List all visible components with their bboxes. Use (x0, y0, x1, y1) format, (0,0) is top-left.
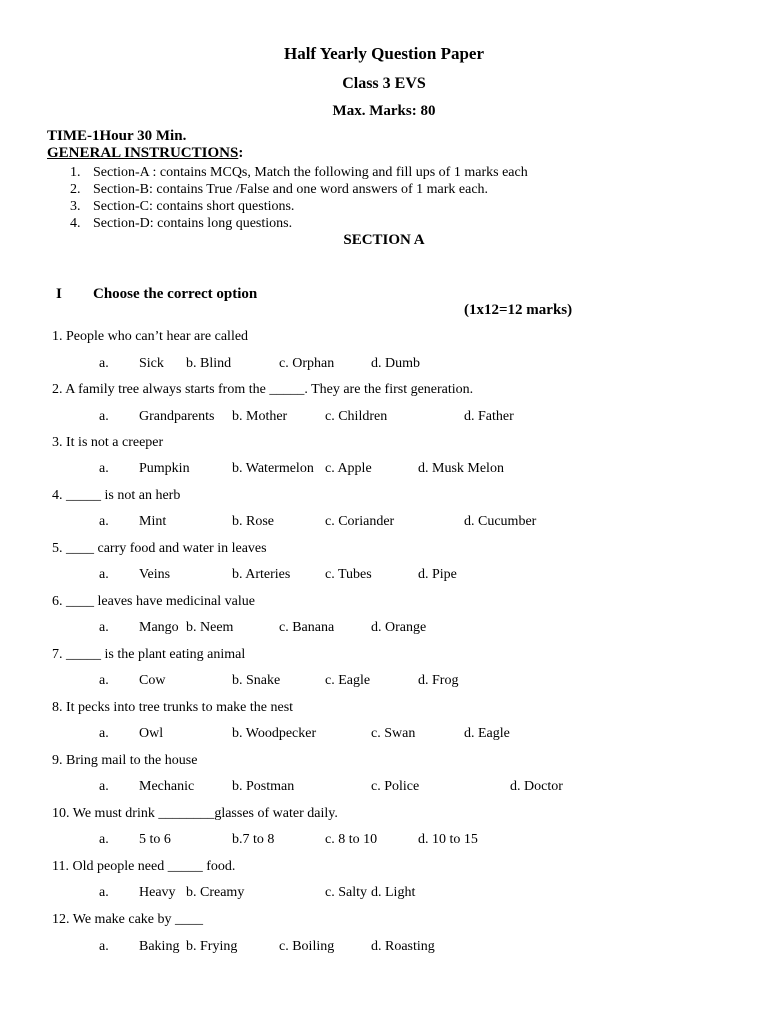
option-b: b. Woodpecker (232, 726, 317, 741)
option-b: b. Creamy (186, 885, 245, 900)
question-text: 11. Old people need _____ food. (52, 859, 236, 874)
class-subject: Class 3 EVS (342, 75, 426, 92)
instruction-item: 2. Section-B: contains True /False and one word answers of 1 mark each. (70, 182, 489, 197)
option-c: c. Children (325, 409, 388, 424)
option-b: b. Blind (186, 356, 232, 371)
instruction-item: 4. Section-D: contains long questions. (70, 216, 293, 231)
max-marks: Max. Marks: 80 (332, 103, 436, 119)
option-marker: a. (99, 885, 109, 900)
option-a: Sick (139, 356, 164, 371)
option-c: c. Boiling (279, 939, 335, 954)
question-text: 9. Bring mail to the house (52, 753, 198, 768)
option-b: b. Arteries (232, 567, 291, 582)
option-c: c. Orphan (279, 356, 335, 371)
option-c: c. Tubes (325, 567, 372, 582)
option-marker: a. (99, 461, 109, 476)
option-c: c. Swan (371, 726, 416, 741)
option-d: d. Pipe (418, 567, 457, 582)
option-b: b. Postman (232, 779, 295, 794)
option-a: Mint (139, 514, 167, 529)
question-text: 12. We make cake by ____ (52, 912, 204, 927)
option-a: 5 to 6 (139, 832, 171, 847)
option-d: d. Musk Melon (418, 461, 504, 476)
option-d: d. Frog (418, 673, 459, 688)
part-number: I (56, 286, 62, 302)
option-a: Grandparents (139, 409, 215, 424)
option-c: c. Salty (325, 885, 367, 900)
option-b: b. Mother (232, 409, 288, 424)
option-d: d. Doctor (510, 779, 563, 794)
question-text: 7. _____ is the plant eating animal (52, 647, 246, 662)
part-marks: (1x12=12 marks) (464, 302, 573, 318)
option-d: d. Cucumber (464, 514, 537, 529)
paper-title: Half Yearly Question Paper (283, 44, 485, 63)
option-c: c. Banana (279, 620, 335, 635)
option-marker: a. (99, 567, 109, 582)
option-a: Mechanic (139, 779, 195, 794)
time-allowed: TIME-1Hour 30 Min. (47, 128, 187, 144)
option-b: b. Watermelon (232, 461, 314, 476)
option-d: d. Father (464, 409, 514, 424)
question-text: 10. We must drink ________glasses of water daily. (52, 806, 338, 821)
part-title: Choose the correct option (93, 286, 258, 302)
option-a: Heavy (139, 885, 176, 900)
question-text: 1. People who can’t hear are called (52, 329, 249, 344)
instructions-heading: GENERAL INSTRUCTIONS: (47, 145, 244, 161)
option-c: c. Coriander (325, 514, 395, 529)
option-a: Cow (139, 673, 166, 688)
option-marker: a. (99, 514, 109, 529)
option-marker: a. (99, 832, 109, 847)
option-marker: a. (99, 726, 109, 741)
option-marker: a. (99, 356, 109, 371)
option-marker: a. (99, 620, 109, 635)
option-d: d. Roasting (371, 939, 435, 954)
option-d: d. Eagle (464, 726, 510, 741)
option-c: c. Apple (325, 461, 372, 476)
question-text: 6. ____ leaves have medicinal value (52, 594, 255, 609)
instruction-item: 1. Section-A : contains MCQs, Match the following and fill ups of 1 marks each (70, 165, 528, 180)
option-marker: a. (99, 779, 109, 794)
option-d: d. 10 to 15 (418, 832, 478, 847)
section-heading: SECTION A (343, 232, 425, 248)
option-b: b. Frying (186, 939, 238, 954)
option-d: d. Orange (371, 620, 427, 635)
option-d: d. Light (371, 885, 416, 900)
question-text: 3. It is not a creeper (52, 435, 164, 450)
option-marker: a. (99, 939, 109, 954)
option-c: c. 8 to 10 (325, 832, 378, 847)
option-a: Pumpkin (139, 461, 190, 476)
option-a: Veins (139, 567, 171, 582)
option-c: c. Police (371, 779, 420, 794)
option-b: b. Snake (232, 673, 281, 688)
option-d: d. Dumb (371, 356, 420, 371)
question-text: 4. _____ is not an herb (52, 488, 181, 503)
option-b: b. Neem (186, 620, 234, 635)
option-b: b.7 to 8 (232, 832, 275, 847)
instruction-item: 3. Section-C: contains short questions. (70, 199, 295, 214)
question-text: 5. ____ carry food and water in leaves (52, 541, 267, 556)
option-b: b. Rose (232, 514, 274, 529)
option-marker: a. (99, 673, 109, 688)
option-a: Mango (139, 620, 179, 635)
question-text: 8. It pecks into tree trunks to make the nest (52, 700, 294, 715)
question-text: 2. A family tree always starts from the _____. They are the first generation. (52, 382, 474, 397)
option-marker: a. (99, 409, 109, 424)
option-a: Baking (139, 939, 180, 954)
option-a: Owl (139, 726, 164, 741)
option-c: c. Eagle (325, 673, 371, 688)
